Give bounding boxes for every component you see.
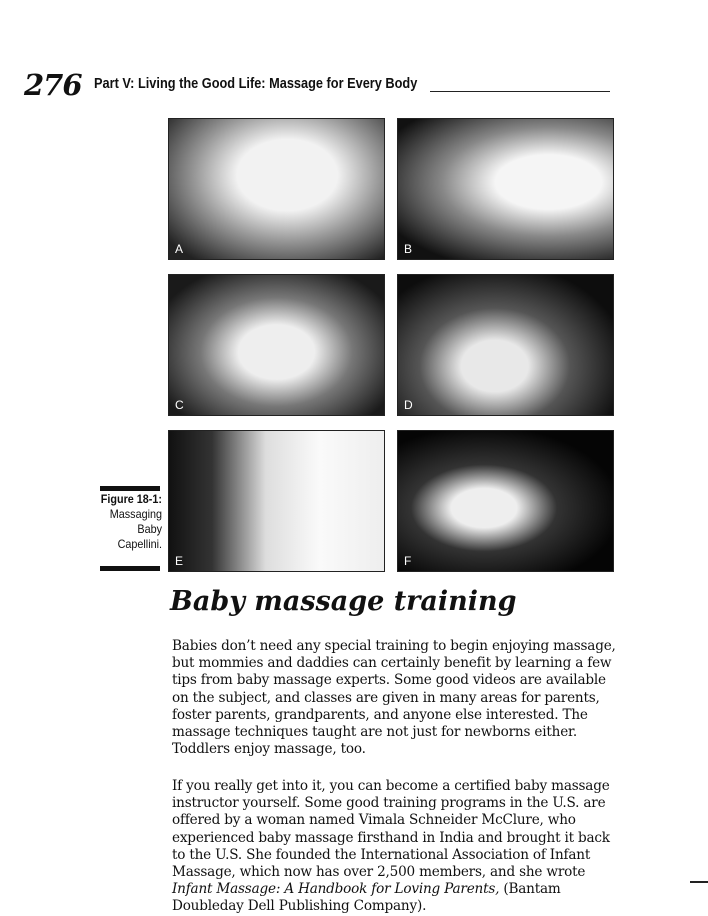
photo-label: D: [404, 398, 413, 412]
page-number: 276: [24, 68, 82, 102]
paragraph-2: [172, 778, 618, 916]
photo-e: [168, 430, 385, 572]
caption-bar-bottom: [100, 566, 160, 571]
caption-bar-top: [100, 486, 160, 491]
photo-label: B: [404, 242, 413, 256]
photo-label: F: [404, 554, 412, 568]
caption-title: Figure 18-1:: [100, 492, 162, 506]
running-head: Part V: Living the Good Life: Massage for Every Body: [94, 76, 418, 92]
photo-label: E: [175, 554, 184, 568]
corner-mark: [690, 881, 708, 883]
photo-label: C: [175, 398, 184, 412]
photo-c: [168, 274, 385, 416]
book-title: Infant Massage: A Handbook for Loving Parents,: [172, 881, 500, 898]
photo-d: [397, 274, 614, 416]
photo-f: [397, 430, 614, 572]
paragraph-2-start: If you really get into it, you can become a certified baby massage instructor yourself. Some good training programs in the U.S. are offered by a woman named Vimala Schneider McClure, who experienced baby massage firsthand in India and brought it back to the U.S. She founded the International Association of Infant Massage, which now has over 2,500 members, and she wrote: [172, 778, 610, 881]
caption-text: Massaging Baby Capellini.: [109, 507, 162, 551]
photo-label: A: [175, 242, 184, 256]
photo-b: [397, 118, 614, 260]
paragraph-2-end: (Bantam Doubleday Dell Publishing Company).: [172, 881, 561, 915]
paragraph-1: Babies don’t need any special training to begin enjoying massage, but mommies and daddies can certainly benefit by learning a few tips from baby massage experts. Some good videos are available on the subject, and classes are given in many areas for parents, foster parents, grandparents, and anyone else interested. The massage techniques taught are not just for newborns either. Toddlers enjoy massage, too.: [172, 638, 616, 758]
section-heading: Baby massage training: [170, 586, 517, 617]
header-rule: [430, 91, 610, 92]
figure-caption: [97, 492, 162, 552]
photo-a: [168, 118, 385, 260]
